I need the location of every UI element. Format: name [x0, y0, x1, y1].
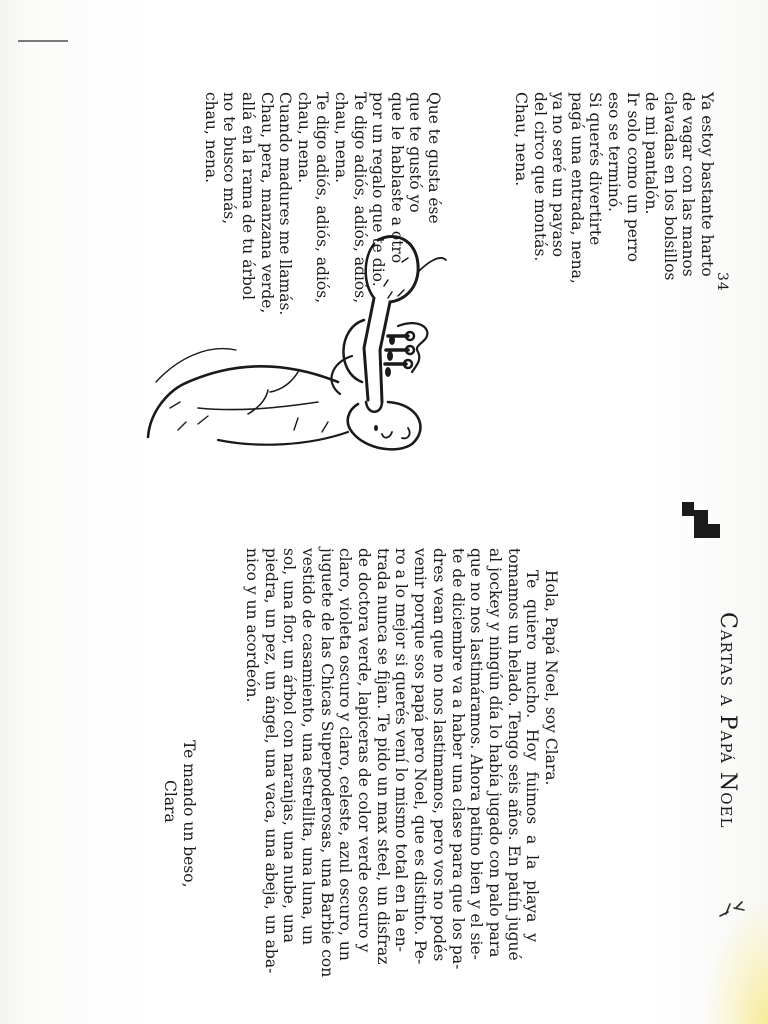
poem-line: Chau, pera, manzana verde, [257, 92, 276, 314]
square-ornament-icon [680, 502, 720, 548]
letter-line: Hola, Papá Noel, soy Clara. [542, 570, 560, 786]
poem-line: Te digo adiós, adiós, adiós, [350, 92, 369, 304]
poem-line: Ir solo como un perro [623, 92, 642, 263]
poem-line: allá en la rama de tu árbol [239, 92, 258, 301]
poem-line: por un regalo que te dio. [369, 92, 388, 287]
poem-line: clavadas en los bolsillos [660, 92, 679, 281]
letter-line: te de diciembre va a haber una clase para que los pa- [448, 548, 467, 970]
letter-line: tomamos un helado. Tengo seis años. En patín jugué [504, 548, 523, 961]
letter-line: juguete de las Chicas Superpoderosas, una Barbie con [317, 548, 336, 978]
letter-line: trada nunca se fijan. Te pido un max steel, un disfraz [373, 548, 392, 965]
page-number: 34 [714, 272, 730, 292]
poem-line: pagá una entrada, nena, [567, 92, 586, 284]
letter-line: nico y un acordeón. [243, 548, 261, 703]
poem-stanza-1 [511, 92, 716, 284]
poem-line: chau, nena. [201, 92, 220, 184]
poem-line: de mi pantalón. [642, 92, 661, 215]
letter-line: que no nos lastimáramos. Ahora patino bien y el sie- [467, 548, 486, 960]
letter-closing [160, 740, 198, 888]
signature: Clara [160, 780, 179, 823]
poem-line: Si querés divertirte [586, 92, 605, 246]
letter-line: Te quiero mucho. Hoy fuimos a la playa y [523, 570, 542, 942]
poem-line: Chau, nena. [512, 92, 531, 187]
poem-line: eso se terminó. [605, 92, 624, 212]
letter-line: de doctora verde, lapiceras de color verde oscuro y [355, 548, 374, 953]
letter-line: claro, violeta oscuro y claro, celeste, azul oscuro, un [336, 548, 355, 961]
poem-line: de vagar con las manos [679, 92, 698, 277]
poem-line: del circo que montás. [530, 92, 549, 262]
trumpet-player-illustration [143, 232, 448, 452]
poem-line: Ya estoy bastante harto [698, 92, 716, 277]
poem-line: Que te gusta ése [425, 92, 443, 224]
closing-line: Te mando un beso, [180, 740, 198, 888]
letter-line: vestido de casamiento, una estrellita, una luna, un [299, 548, 318, 945]
paper-stain [708, 904, 768, 1024]
letter-body [242, 548, 560, 978]
poem-line: que le hablaste a otro [387, 92, 406, 264]
scan-mark [18, 40, 68, 42]
poem-line: que te gustó yo [406, 92, 425, 213]
letter-line: dres vean que no nos lastimamos, pero vos no podés [429, 548, 448, 962]
poem-line: Te digo adiós, adiós, adiós, [313, 92, 332, 304]
poem-line: no te busco más, [220, 92, 239, 225]
letter-line: venir porque sos papá pero Noel, que es distinto. Pe- [411, 548, 430, 965]
letter-line: piedra, un pez, un ángel, una vaca, una abeja, un aba- [261, 548, 280, 974]
letter-line: al jockey y ningún día lo había jugado con palo para [485, 548, 504, 958]
poem-line: chau, nena. [332, 92, 351, 184]
poem-line: ya no seré un payaso [549, 92, 568, 258]
letter-line: sol, una flor, un árbol con naranjas, una nube, una [280, 548, 299, 944]
poem-line: Cuando madures me llamás. [276, 92, 295, 316]
poem-line: chau, nena. [294, 92, 313, 184]
section-title: Cartas a Papá Noel [715, 612, 740, 829]
letter-line: ro a lo mejor si querés vení lo mismo total en la en- [392, 548, 411, 952]
